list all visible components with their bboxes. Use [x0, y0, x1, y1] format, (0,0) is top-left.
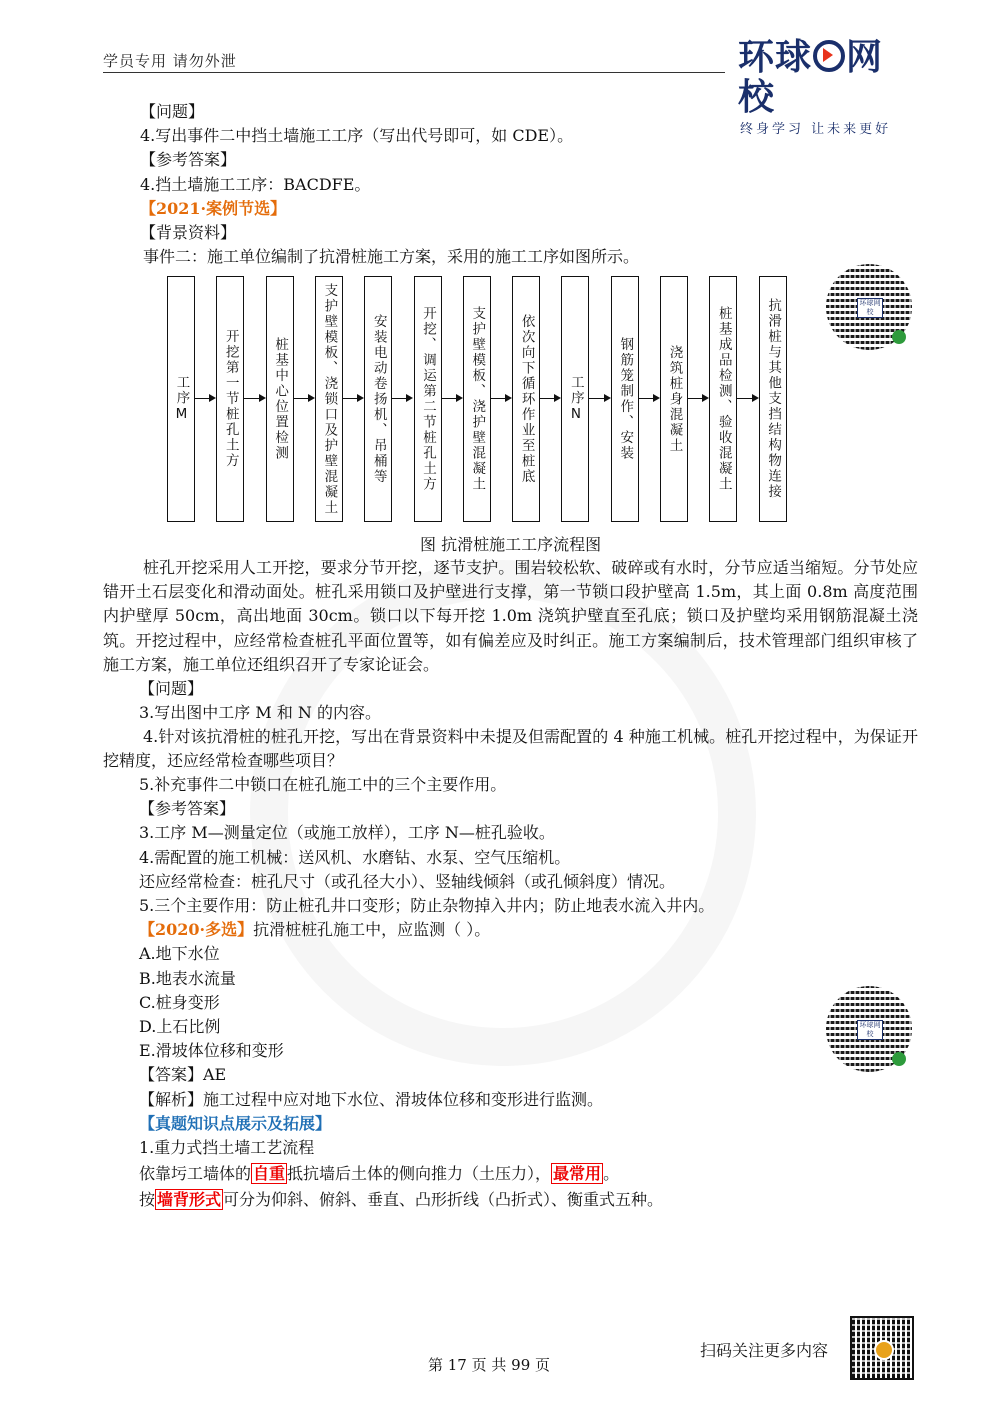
answer-3: 3.工序 M—测量定位（或施工放样），工序 N—桩孔验收。 — [139, 823, 555, 843]
logo-dot-icon — [874, 1340, 894, 1360]
highlight-self-weight: 自重 — [253, 1164, 286, 1184]
green-dot-icon — [892, 330, 906, 344]
flow-arrow-icon — [491, 398, 510, 399]
flow-arrow-icon — [244, 398, 263, 399]
flow-step — [266, 276, 294, 522]
flow-arrow-icon — [639, 398, 658, 399]
flow-arrow-icon — [442, 398, 461, 399]
flow-caption: 图 抗滑桩施工工序流程图 — [420, 535, 602, 554]
question-label: 【问题】 — [140, 102, 205, 121]
question-label-2: 【问题】 — [139, 679, 204, 698]
logo-word-2: 网校 — [738, 37, 884, 118]
analysis-text: 施工过程中应对地下水位、滑坡体位移和变形进行监测。 — [203, 1089, 604, 1109]
flow-step — [709, 276, 737, 522]
extension-1: 1.重力式挡土墙工艺流程 — [139, 1138, 315, 1158]
flow-step — [660, 276, 688, 522]
answer-4b: 4.需配置的施工机械：送风机、水磨钻、水泵、空气压缩机。 — [139, 847, 571, 867]
flow-step-label: 工序N — [567, 374, 584, 424]
question-4b: 4.针对该抗滑桩的桩孔开挖，写出在背景资料中未提及但需配置的 4 种施工机械。桩孔开挖过程中，为保证开挖精度，还应经常检查哪些项目？ — [103, 727, 918, 771]
ext2-end: 。 — [603, 1164, 620, 1184]
answer-line: 【答案】AE — [139, 1065, 227, 1085]
flow-arrow-icon — [195, 398, 214, 399]
background-paragraph: 桩孔开挖采用人工开挖，要求分节开挖，逐节支护。围岩较松软、破碎或有水时，分节应适当缩短。分节处应错开土石层变化和滑动面处。桩孔采用锁口及护壁进行支撑，第一节锁口段护壁高 1.5m，其上面 0.8m 高度范围内护壁厚 50cm，高出地面 30cm。锁口以下每开挖 1.0m 浇筑护壁直至孔底；锁口及护壁均采用钢筋混凝土浇筑。开挖过程中，应经常检查桩孔平面位置等，如有偏差应及时纠正。施工方案编制后，技术管理部门组织审核了施工方案，施工单位还组织召开了专家论证会。 — [103, 558, 918, 674]
flow-arrow-icon — [540, 398, 559, 399]
flow-step — [611, 276, 639, 522]
header-left-text: 学员专用 请勿外泄 — [103, 52, 237, 70]
logo-slogan: 终身学习 让未来更好 — [740, 122, 892, 137]
ext3-pre: 按 — [139, 1190, 156, 1210]
flow-step-label: 浇筑桩身混凝土 — [666, 344, 683, 454]
answer-5: 5.三个主要作用：防止桩孔井口变形；防止杂物掉入井内；防止地表水流入井内。 — [139, 896, 715, 916]
analysis-label: 【解析】 — [139, 1089, 204, 1109]
highlight-wall-back: 墙背形式 — [157, 1190, 222, 1210]
answer-4c: 还应经常检查：桩孔尺寸（或孔径大小）、竖轴线倾斜（或孔倾斜度）情况。 — [139, 871, 676, 891]
brand-logo — [738, 37, 918, 137]
qr-code-2 — [826, 986, 912, 1072]
qr-badge: 环球网校 — [857, 298, 883, 318]
flow-step — [414, 276, 442, 522]
green-dot-icon — [892, 1052, 906, 1066]
background-label: 【背景资料】 — [140, 223, 237, 243]
top-section — [140, 100, 920, 245]
flow-step-label: 支护壁模板、浇锁口及护壁混凝土 — [321, 282, 338, 516]
logo-word-1: 环球 — [738, 37, 813, 78]
flow-step — [364, 276, 392, 522]
flow-step — [463, 276, 491, 522]
play-ring-icon — [813, 40, 845, 72]
qr-code-1 — [826, 264, 912, 350]
question-block — [103, 677, 918, 725]
flow-arrow-icon — [294, 398, 313, 399]
event-line: 事件二：施工单位编制了抗滑桩施工方案，采用的施工工序如图所示。 — [143, 247, 640, 266]
qr-badge-2: 环球网校 — [857, 1020, 883, 1040]
flow-arrow-icon — [343, 398, 362, 399]
flow-step-label: 开挖、调运第二节桩孔土方 — [420, 306, 436, 492]
answer-block — [103, 773, 918, 1213]
question-5: 5.补充事件二中锁口在桩孔施工中的三个主要作用。 — [139, 775, 507, 794]
ext3-end: 可分为仰斜、俯斜、垂直、凸形折线（凸折式）、衡重式五种。 — [223, 1190, 664, 1210]
qr-code-footer — [852, 1318, 912, 1378]
flow-step — [315, 276, 343, 522]
flow-arrow-icon — [392, 398, 411, 399]
flow-step — [759, 276, 787, 522]
flowchart — [167, 276, 787, 524]
flow-step-label: 抗滑桩与其他支挡结构物连接 — [765, 298, 782, 500]
flow-step-label: 桩基中心位置检测 — [272, 337, 289, 461]
flow-step — [512, 276, 540, 522]
flow-step-label: 依次向下循环作业至桩底 — [518, 313, 535, 485]
option-e: E.滑坡体位移和变形 — [139, 1041, 284, 1061]
flow-step — [561, 276, 589, 522]
option-d: D.上石比例 — [139, 1017, 221, 1037]
tag-2020: 【2020·多选】 — [139, 920, 254, 940]
flow-step-label: 钢筋笼制作、安装 — [617, 337, 634, 461]
answer-label: 【参考答案】 — [140, 150, 237, 170]
flow-step-label: 工序M — [173, 374, 190, 424]
answer-4: 4.挡土墙施工工序：BACDFE。 — [140, 174, 371, 194]
highlight-most-common: 最常用 — [553, 1164, 602, 1184]
option-c: C.桩身变形 — [139, 992, 220, 1012]
page-number: 第 17 页 共 99 页 — [428, 1356, 551, 1374]
flow-arrow-icon — [737, 398, 756, 399]
flow-step-label: 支护壁模板、浇护壁混凝土 — [469, 306, 486, 492]
header-rule — [103, 72, 725, 73]
flow-step — [216, 276, 244, 522]
flow-step-label: 开挖第一节桩孔土方 — [222, 329, 239, 469]
question-3: 3.写出图中工序 M 和 N 的内容。 — [139, 703, 381, 723]
mc-question: 抗滑桩桩孔施工中，应监测（ ）。 — [253, 920, 491, 940]
ext2-pre: 依靠圬工墙体的 — [139, 1164, 252, 1184]
flow-step — [167, 276, 195, 522]
flow-step-label: 桩基成品检测、验收混凝土 — [715, 306, 732, 492]
flow-arrow-icon — [589, 398, 608, 399]
scan-text: 扫码关注更多内容 — [700, 1341, 829, 1360]
extension-title: 【真题知识点展示及拓展】 — [139, 1113, 332, 1133]
option-a: A.地下水位 — [139, 944, 220, 964]
option-b: B.地表水流量 — [139, 968, 236, 988]
answer-label-2: 【参考答案】 — [139, 799, 236, 819]
flow-step-label: 安装电动卷扬机、吊桶等 — [370, 313, 387, 485]
tag-2021: 【2021·案例节选】 — [140, 198, 287, 218]
question-4: 4.写出事件二中挡土墙施工工序（写出代号即可，如 CDE）。 — [140, 126, 574, 146]
flow-arrow-icon — [688, 398, 707, 399]
ext2-mid: 抵抗墙后土体的侧向推力（土压力）， — [287, 1164, 552, 1184]
